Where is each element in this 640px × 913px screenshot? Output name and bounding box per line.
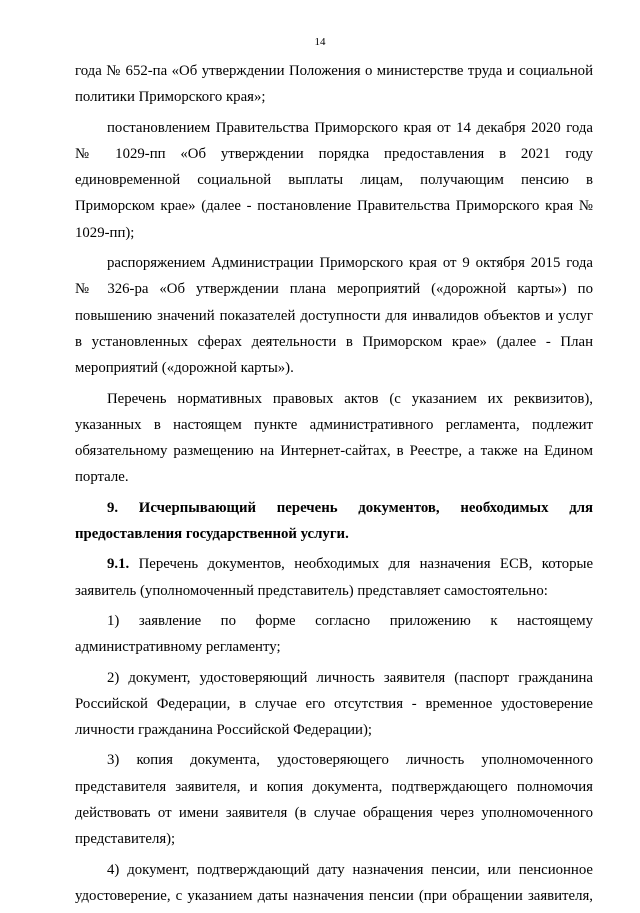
paragraph-continuation: года № 652-па «Об утверждении Положения о министерстве труда и социальной политики Приморского края»;: [75, 63, 593, 106]
page-number: 14: [314, 36, 326, 48]
paragraph-order-326: распоряжением Администрации Приморского края от 9 октября 2015 года № 326-ра «Об утверждении плана мероприятий («дорожной карты») по повышению значений показателей доступности для инвалидов объектов и услуг в установленных сферах деятельности в Приморском крае» (далее - План мероприятий («дорожной карты»).: [75, 255, 593, 377]
paragraph-resolution-1029: постановлением Правительства Приморского края от 14 декабря 2020 года № 1029-пп «Об утверждении порядка предоставления в 2021 году единовременной социальной выплаты лицам, получающим пенсию в Приморском крае» (далее - постановление Правительства Приморского края № 1029-пп);: [75, 119, 593, 241]
paragraph-acts-list: Перечень нормативных правовых актов (с указанием их реквизитов), указанных в настоящем пункте административного регламента, подлежит обязательному размещению на Интернет-сайтах, в Реестре, а также на Едином портале.: [75, 390, 593, 486]
subsection-number: 9.1.: [107, 556, 130, 573]
paragraph-9-1: [75, 551, 593, 604]
section-heading-9: 9. Исчерпывающий перечень документов, необходимых для предоставления государственной услуги.: [75, 499, 593, 543]
document-body: [75, 58, 593, 913]
list-item-3: 3) копия документа, удостоверяющего личность уполномоченного представителя заявителя, и копия документа, подтверждающего полномочия действовать от имени заявителя (в случае обращения через уполномоченного представителя);: [75, 752, 593, 848]
list-item-1: 1) заявление по форме согласно приложению к настоящему административному регламенту;: [75, 612, 593, 656]
list-item-4: 4) документ, подтверждающий дату назначения пенсии, или пенсионное удостоверение, с указанием даты назначения пенсии (при обращении заявителя,: [75, 861, 593, 904]
paragraph-9-1-text: Перечень документов, необходимых для назначения ЕСВ, которые заявитель (уполномоченный представитель) представляет самостоятельно:: [75, 556, 594, 599]
list-item-2: 2) документ, удостоверяющий личность заявителя (паспорт гражданина Российской Федерации, в случае его отсутствия - временное удостоверение личности гражданина Российской Федерации);: [75, 669, 593, 739]
